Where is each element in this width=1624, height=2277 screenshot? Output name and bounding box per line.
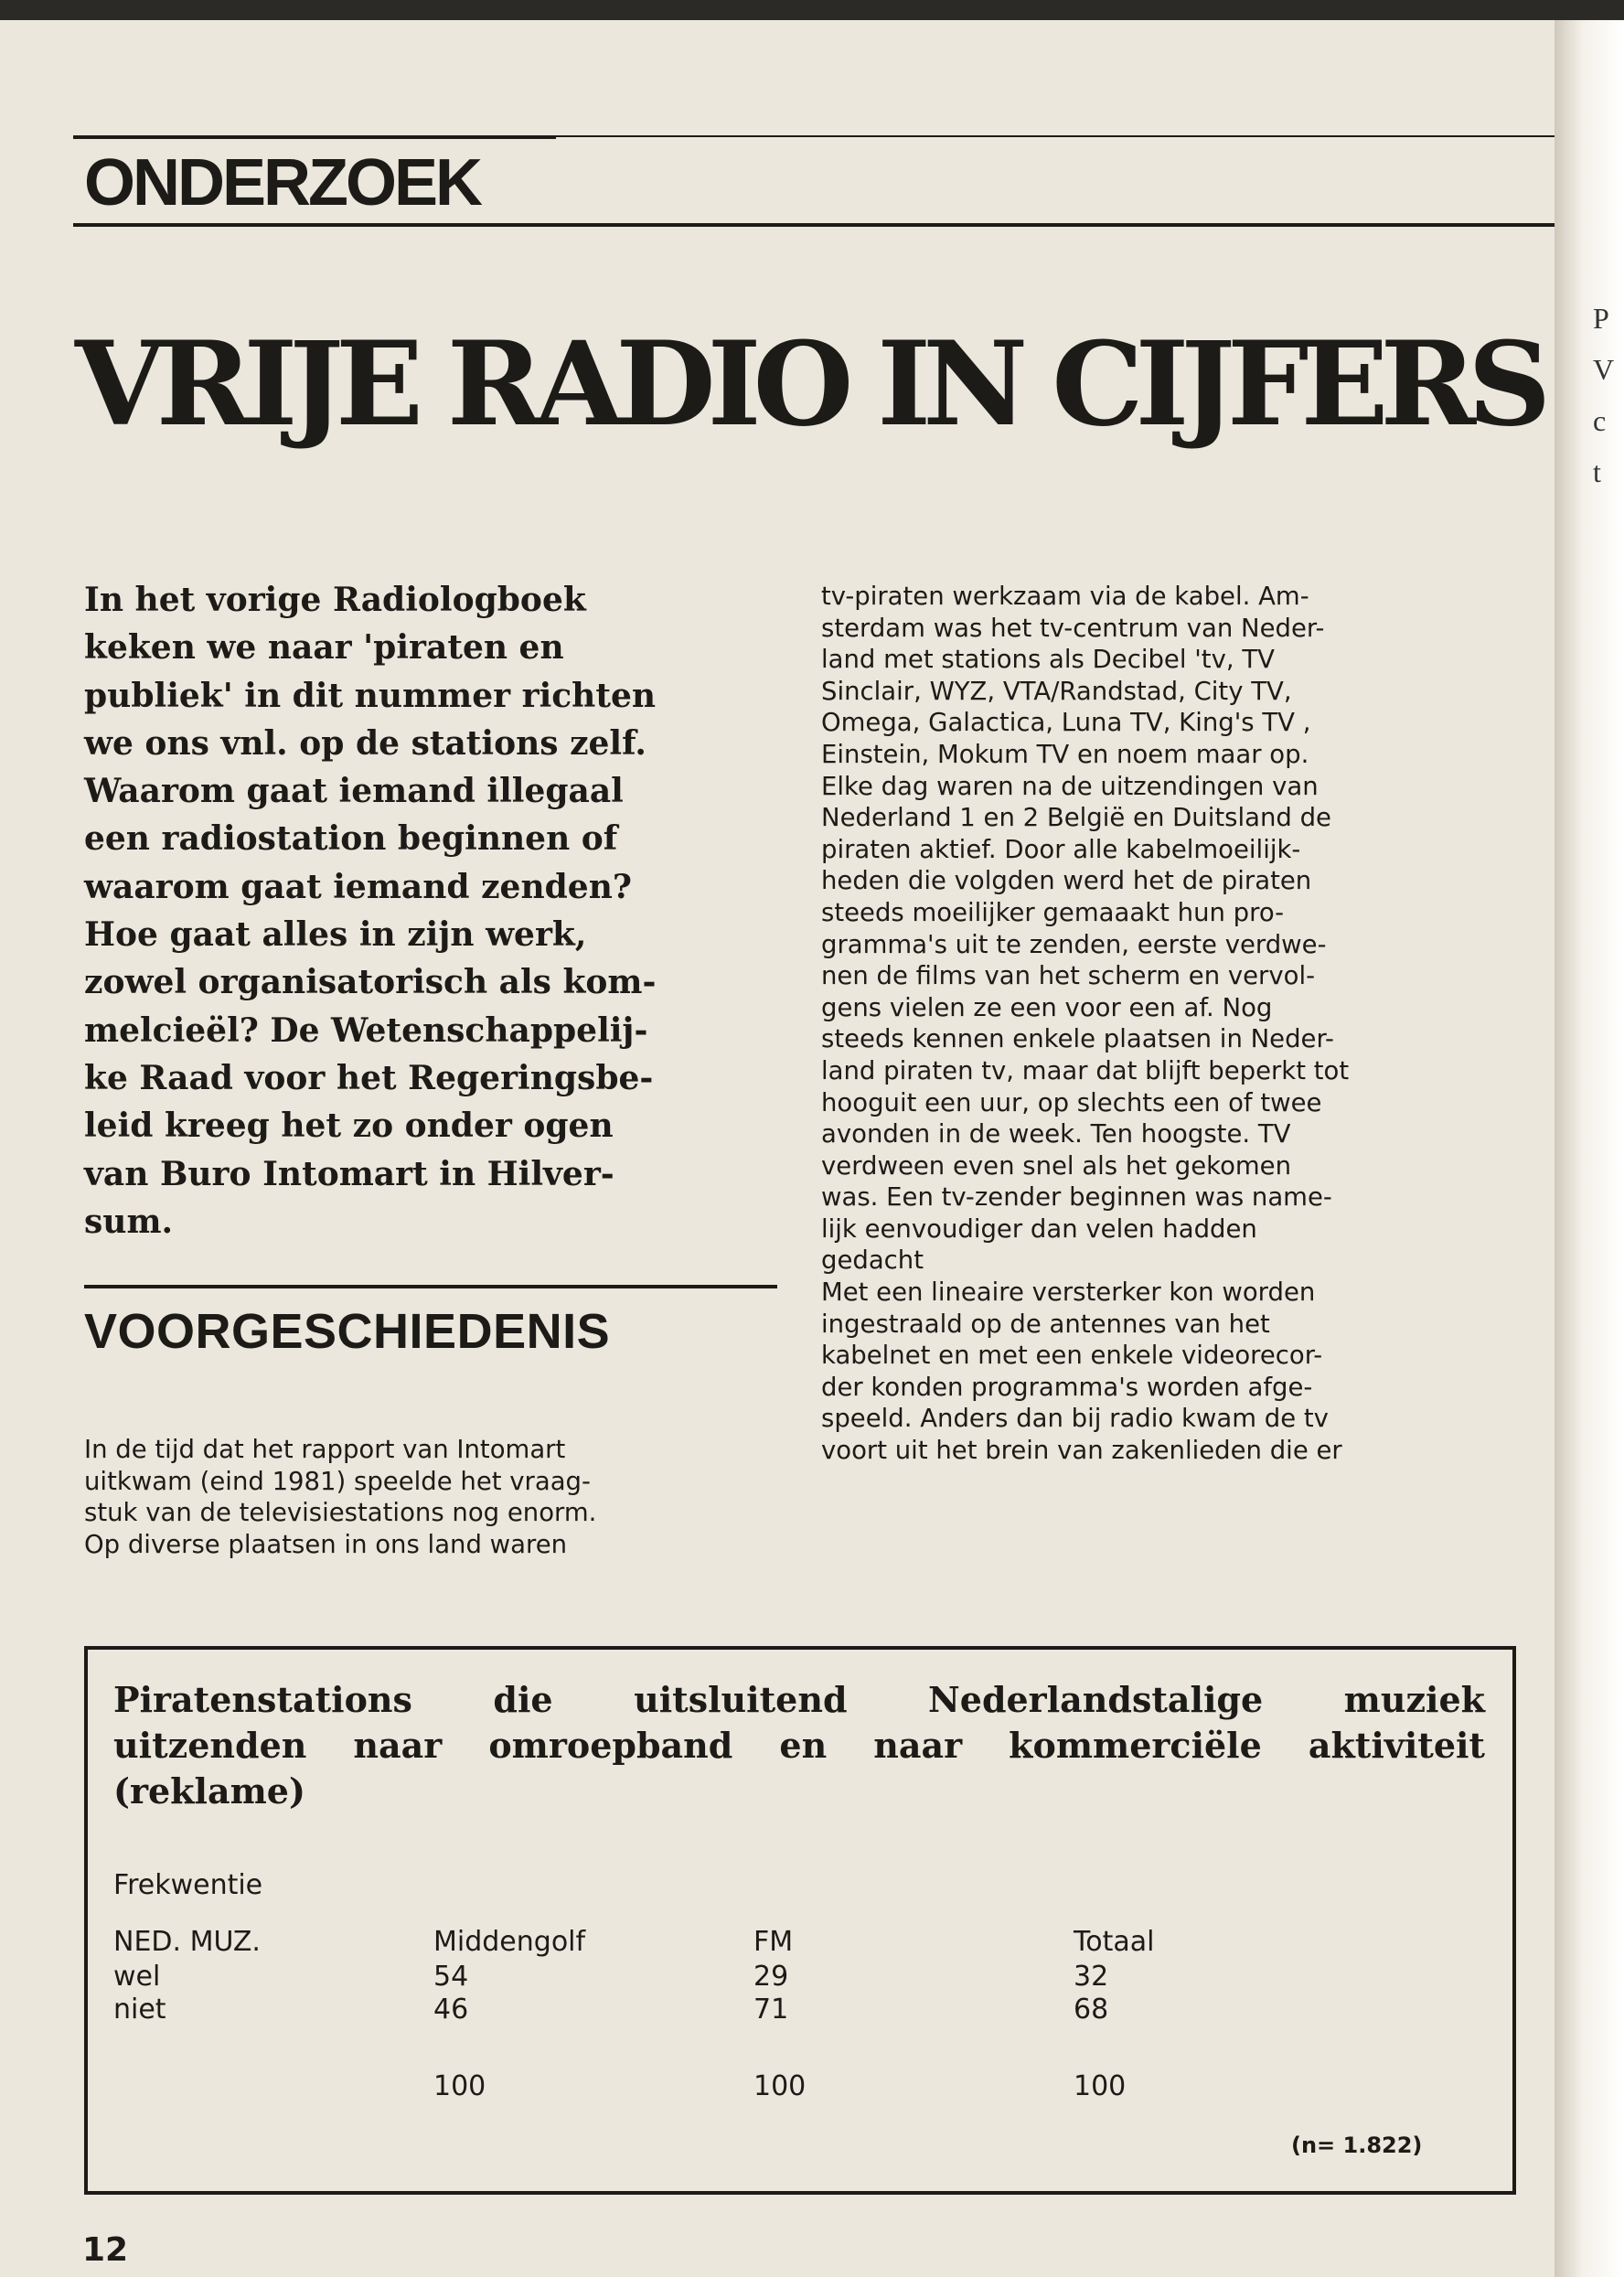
right-column-text (821, 581, 1502, 1467)
section-subhead: VOORGESCHIEDENIS (84, 1304, 611, 1359)
text-line: heden die volgden werd het de piraten (821, 866, 1312, 896)
text-line: Op diverse plaatsen in ons land waren (84, 1529, 568, 1559)
table-header-middengolf: Middengolf (433, 1926, 586, 1958)
intro-line: publiek' in dit nummer richten (84, 676, 657, 715)
bleed-letter: t (1593, 455, 1601, 488)
top-border-strip (0, 0, 1624, 20)
text-line: Nederland 1 en 2 België en Duitsland de (821, 803, 1331, 833)
table-title-line: uitzenden naar omroepband en naar kommerciële aktiviteit (113, 1725, 1485, 1766)
table-title (113, 1677, 1485, 1814)
bleed-through-letters (1593, 293, 1624, 497)
table-row-label: niet (113, 1994, 166, 2026)
table-header-totaal: Totaal (1074, 1926, 1155, 1958)
subhead-rule (84, 1285, 777, 1288)
table-caption: Frekwentie (113, 1869, 263, 1901)
text-line: avonden in de week. Ten hoogste. TV (821, 1119, 1291, 1149)
intro-line: we ons vnl. op de stations zelf. (84, 723, 646, 763)
section-label-bottom-rule (73, 223, 1555, 227)
table-row-label: wel (113, 1961, 161, 1993)
text-line: verdween even snel als het gekomen (821, 1150, 1292, 1181)
text-line: Einstein, Mokum TV en noem maar op. (821, 739, 1309, 769)
section-label: ONDERZOEK (84, 146, 481, 219)
text-line: piraten aktief. Door alle kabelmoeilijk- (821, 834, 1301, 864)
intro-line: van Buro Intomart in Hilver- (84, 1154, 614, 1193)
text-line: sterdam was het tv-centrum van Neder- (821, 613, 1325, 643)
text-line: uitkwam (eind 1981) speelde het vraag- (84, 1466, 591, 1496)
text-line: nen de films van het scherm en vervol- (821, 961, 1316, 991)
header-thin-rule (556, 135, 1555, 137)
intro-line: ke Raad voor het Regeringsbe- (84, 1058, 654, 1097)
table-cell: 46 (433, 1994, 469, 2026)
intro-line: Waarom gaat iemand illegaal (84, 772, 624, 811)
table-cell: 32 (1074, 1961, 1109, 1993)
intro-line: In het vorige Radiologboek (84, 581, 586, 619)
text-line: gramma's uit te zenden, eerste verdwe- (821, 929, 1327, 959)
text-line: gedacht (821, 1245, 924, 1276)
text-line: was. Een tv-zender beginnen was name- (821, 1182, 1332, 1213)
text-line: voort uit het brein van zakenlieden die er (821, 1436, 1342, 1466)
sample-size-note: (n= 1.822) (1291, 2133, 1423, 2158)
text-line: Met een lineaire versterker kon worden (821, 1277, 1316, 1308)
text-line: In de tijd dat het rapport van Intomart (84, 1435, 566, 1464)
intro-line: sum. (84, 1202, 174, 1241)
text-line: steeds moeilijker gemaaakt hun pro- (821, 897, 1285, 927)
section-label-top-rule (73, 135, 556, 139)
text-line: steeds kennen enkele plaatsen in Neder- (821, 1024, 1334, 1054)
table-total: 100 (1074, 2070, 1127, 2102)
text-line: lijk eenvoudiger dan velen hadden (821, 1213, 1257, 1244)
text-line: land piraten tv, maar dat blijft beperkt tot (821, 1055, 1350, 1085)
table-header-fm: FM (753, 1926, 794, 1958)
table-total: 100 (753, 2070, 807, 2102)
bleed-letter: c (1593, 404, 1607, 437)
intro-paragraph (84, 576, 788, 1245)
text-line: der konden programma's worden afge- (821, 1372, 1313, 1402)
intro-line: leid kreeg het zo onder ogen (84, 1106, 614, 1146)
table-title-line: Piratenstations die uitsluitend Nederlandstalige muziek (113, 1679, 1485, 1720)
text-line: kabelnet en met een enkele videorecor- (821, 1341, 1323, 1371)
table-cell: 54 (433, 1961, 469, 1993)
table-title-line: (reklame) (113, 1770, 305, 1812)
intro-line: Hoe gaat alles in zijn werk, (84, 915, 587, 955)
table-header-ned-muz: NED. MUZ. (113, 1926, 261, 1958)
text-line: speeld. Anders dan bij radio kwam de tv (821, 1404, 1329, 1434)
intro-line: keken we naar 'piraten en (84, 628, 564, 668)
intro-line: een radiostation beginnen of (84, 819, 618, 859)
text-line: Sinclair, WYZ, VTA/Randstad, City TV, (821, 676, 1292, 706)
bleed-letter: V (1593, 353, 1615, 386)
page-number: 12 (82, 2231, 129, 2269)
table-cell: 29 (753, 1961, 789, 1993)
bleed-letter: P (1593, 302, 1609, 335)
text-line: tv-piraten werkzaam via de kabel. Am- (821, 582, 1309, 611)
text-line: Omega, Galactica, Luna TV, King's TV , (821, 708, 1311, 738)
text-line: ingestraald op de antennes van het (821, 1309, 1270, 1339)
page-headline: VRIJE RADIO IN CIJFERS (75, 316, 1544, 452)
table-cell: 71 (753, 1994, 789, 2026)
text-line: land met stations als Decibel 'tv, TV (821, 645, 1275, 675)
intro-line: zowel organisatorisch als kom- (84, 963, 657, 1002)
intro-line: melcieël? De Wetenschappelij- (84, 1010, 648, 1050)
text-line: gens vielen ze een voor een af. Nog (821, 992, 1273, 1022)
left-column-text (84, 1434, 770, 1560)
table-cell: 68 (1074, 1994, 1109, 2026)
text-line: stuk van de televisiestations nog enorm. (84, 1498, 597, 1527)
statistics-table-box (84, 1646, 1516, 2195)
text-line: Elke dag waren na de uitzendingen van (821, 771, 1319, 801)
table-total: 100 (433, 2070, 486, 2102)
intro-line: waarom gaat iemand zenden? (84, 867, 632, 906)
text-line: hooguit een uur, op slechts een of twee (821, 1087, 1322, 1117)
